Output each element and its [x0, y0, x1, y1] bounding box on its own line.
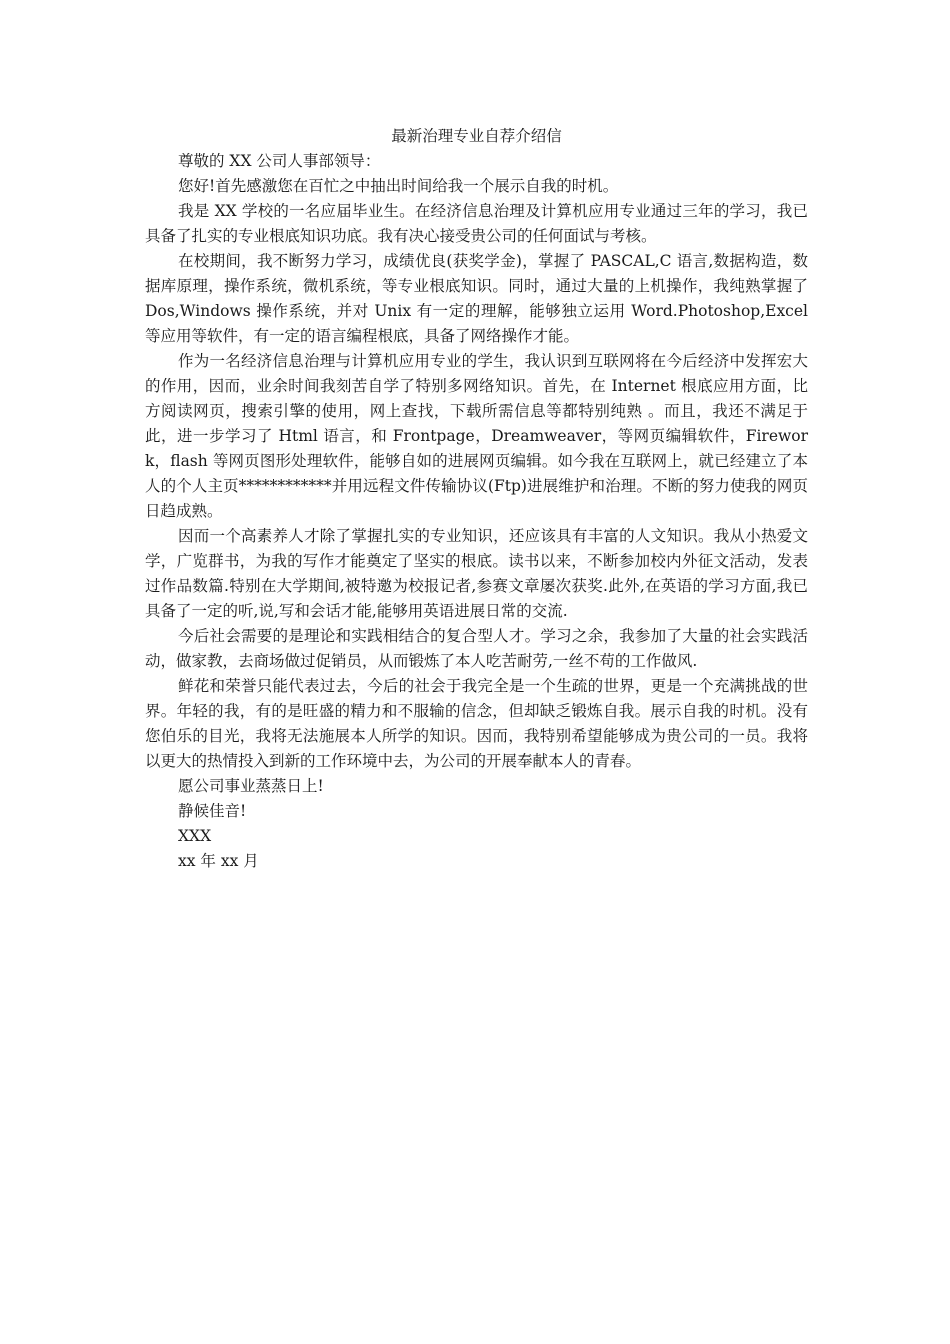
- paragraph-greeting: 您好!首先感激您在百忙之中抽出时间给我一个展示自我的时机。: [178, 177, 619, 195]
- letter-date: xx 年 xx 月: [178, 852, 259, 870]
- paragraph-studies: 在校期间，我不断努力学习，成绩优良(获奖学金)，掌握了 PASCAL,C 语言,数据构造，数据库原理，操作系统，微机系统，等专业根底知识。同时，通过大量的上机操作，我纯熟掌握了 Dos,Windows 操作系统，并对 Unix 有一定的理解，能够独立运用 Word.Photoshop,Excel 等应用等软件，有一定的语言编程根底，具备了网络操作才能。: [145, 252, 808, 345]
- document-title: 最新治理专业自荐介绍信: [391, 127, 562, 145]
- paragraph-humanities: 因而一个高素养人才除了掌握扎实的专业知识，还应该具有丰富的人文知识。我从小热爱文学，广览群书，为我的写作才能奠定了坚实的根底。读书以来，不断参加校内外征文活动，发表过作品数篇.特别在大学期间,被特邀为校报记者,参赛文章屡次获奖.此外,在英语的学习方面,我已具备了一定的听,说,写和会话才能,能够用英语进展日常的交流.: [145, 527, 808, 620]
- salutation: 尊敬的 XX 公司人事部领导：: [178, 152, 381, 170]
- paragraph-internet-skills: 作为一名经济信息治理与计算机应用专业的学生，我认识到互联网将在今后经济中发挥宏大的作用，因而，业余时间我刻苦自学了特别多网络知识。首先，在 Internet 根底应用方面，比方阅读网页，搜索引擎的使用，网上查找，下载所需信息等都特别纯熟 。而且，我还不满足于此，进一步学习了 Html 语言，和 Frontpage，Dreamweaver，等网页编辑软件，Firework，flash 等网页图形处理软件，能够自如的进展网页编辑。如今我在互联网上，就已经建立了本人的个人主页************并用远程文件传输协议(Ftp)进展维护和治理。不断的努力使我的网页日趋成熟。: [145, 352, 808, 520]
- closing-wish: 愿公司事业蒸蒸日上!: [178, 777, 324, 795]
- signature: XXX: [178, 827, 212, 845]
- letter-page: [145, 124, 808, 874]
- closing-regards: 静候佳音!: [178, 802, 247, 820]
- paragraph-conclusion: 鲜花和荣誉只能代表过去，今后的社会于我完全是一个生疏的世界，更是一个充满挑战的世界。年轻的我，有的是旺盛的精力和不服输的信念，但却缺乏锻炼自我。展示自我的时机。没有您伯乐的目光，我将无法施展本人所学的知识。因而，我特别希望能够成为贵公司的一员。我将以更大的热情投入到新的工作环境中去，为公司的开展奉献本人的青春。: [145, 677, 808, 770]
- paragraph-practice: 今后社会需要的是理论和实践相结合的复合型人才。学习之余，我参加了大量的社会实践活动，做家教，去商场做过促销员，从而锻炼了本人吃苦耐劳,一丝不苟的工作做风.: [145, 627, 808, 670]
- paragraph-introduction: 我是 XX 学校的一名应届毕业生。在经济信息治理及计算机应用专业通过三年的学习，我已具备了扎实的专业根底知识功底。我有决心接受贵公司的任何面试与考核。: [145, 202, 808, 245]
